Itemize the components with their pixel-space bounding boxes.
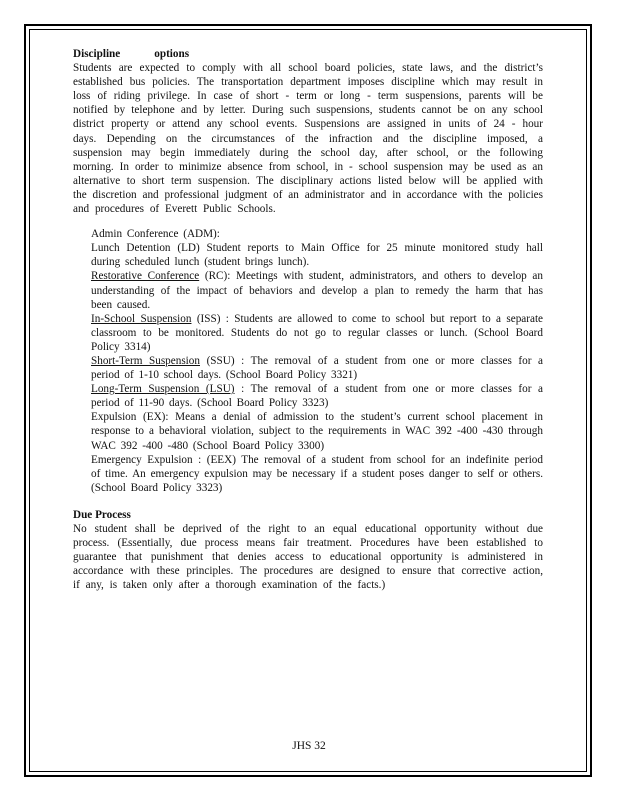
action-expulsion bbox=[73, 410, 543, 452]
page-footer: JHS 32 bbox=[292, 740, 326, 752]
action-term: Short-Term Suspension bbox=[91, 354, 200, 367]
due-process-heading: Due Process bbox=[73, 508, 131, 521]
disciplinary-actions-list bbox=[73, 227, 543, 495]
action-lunch-detention bbox=[73, 241, 543, 269]
discipline-options-heading bbox=[73, 47, 543, 61]
action-text: Admin Conference (ADM): bbox=[91, 228, 220, 241]
page-content bbox=[73, 47, 543, 592]
heading-word-options: options bbox=[154, 48, 190, 60]
action-term: In-School Suspension bbox=[91, 312, 192, 325]
action-text: Emergency Expulsion : (EEX) The removal of a student from school for an indefinite period of time. An emergency expulsion may be necessary if a student poses danger to self or others. (School Board Policy 3323) bbox=[91, 453, 543, 494]
action-text: Expulsion (EX): Means a denial of admission to the student’s current school placement in response to a behavioral violation, subject to the requirements in WAC 392 -400 -430 through WAC 392 -400 -480 (School Board Policy 3300) bbox=[91, 411, 543, 452]
action-text: : The removal of a student from one or more classes for a period of 11-90 days. (School Board Policy 3323) bbox=[91, 383, 544, 410]
action-admin-conference bbox=[73, 227, 543, 241]
action-text: (ISS) : Students are allowed to come to school but report to a separate classroom to be monitored. Students do not go to regular classes or lunch. (School Board Policy 3314) bbox=[91, 312, 544, 353]
action-text: Lunch Detention (LD) Student reports to Main Office for 25 minute monitored study hall during scheduled lunch (student brings lunch). bbox=[91, 242, 543, 269]
action-term: Restorative Conference bbox=[91, 270, 200, 283]
heading-word-discipline: Discipline bbox=[73, 48, 121, 60]
action-restorative-conference bbox=[73, 269, 543, 311]
action-in-school-suspension bbox=[73, 312, 543, 354]
action-long-term-suspension bbox=[73, 382, 543, 410]
action-term: Long-Term Suspension (LSU) bbox=[91, 383, 235, 396]
action-text: (SSU) : The removal of a student from one or more classes for a period of 1-10 school days. (School Board Policy 3321) bbox=[91, 354, 544, 382]
discipline-options-paragraph: Students are expected to comply with all school board policies, state laws, and the district’s established bus policies. The transportation department imposes discipline which may result in loss of riding privilege. In case of short - term or long - term suspensions, parents will be notified by telephone and by letter. During such suspensions, students cannot be on any school district property or attend any school events. Suspensions are assigned in units of 24 - hour days. Depending on the circumstances of the infraction and the discipline imposed, a suspension may begin immediately during the school day, after school, or the following morning. In order to minimize absence from school, in - school suspension may be used as an alternative to short term suspension. The disciplinary actions listed below will be applied with the discretion and professional judgment of an administrator and in accordance with the policies and procedures of Everett Public Schools. bbox=[73, 62, 543, 216]
action-short-term-suspension bbox=[73, 354, 543, 382]
action-emergency-expulsion bbox=[73, 453, 543, 495]
action-text: (RC): Meetings with student, administrators, and others to develop an understanding of the impact of behaviors and develop a plan to remedy the harm that has been caused. bbox=[91, 270, 543, 311]
due-process-paragraph: No student shall be deprived of the right to an equal educational opportunity without due process. (Essentially, due process means fair treatment. Procedures have been established to guarantee that punishment that denies access to educational opportunity is administered in accordance with these principles. The procedures are designed to ensure that corrective action, if any, is taken only after a thorough examination of the facts.) bbox=[73, 523, 543, 592]
